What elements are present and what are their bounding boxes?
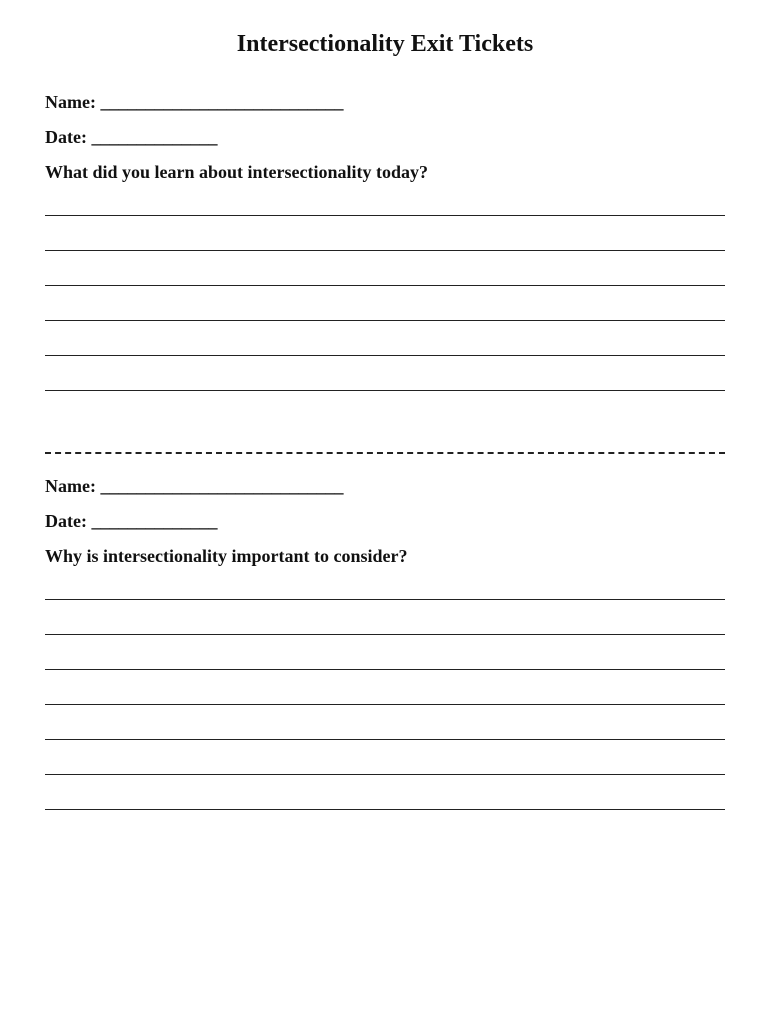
ticket-1-name-field[interactable]: Name: ___________________________ (45, 92, 344, 112)
page-title: Intersectionality Exit Tickets (236, 31, 534, 57)
ticket-2-answer-line[interactable] (45, 704, 725, 705)
ticket-2-answer-line[interactable] (45, 739, 725, 740)
ticket-1-answer-line[interactable] (45, 390, 725, 391)
ticket-1-answer-line[interactable] (45, 320, 725, 321)
cut-line-divider (45, 452, 725, 454)
ticket-2-answer-line[interactable] (45, 599, 725, 600)
ticket-2-question: Why is intersectionality important to consider? (45, 546, 408, 566)
ticket-1-answer-line[interactable] (45, 355, 725, 356)
ticket-1-question: What did you learn about intersectionality today? (45, 162, 429, 182)
ticket-1-answer-line[interactable] (45, 250, 725, 251)
ticket-1-date-field[interactable]: Date: ______________ (45, 127, 218, 147)
ticket-2-date-field[interactable]: Date: ______________ (45, 511, 218, 531)
ticket-2-answer-line[interactable] (45, 669, 725, 670)
ticket-2-answer-line[interactable] (45, 774, 725, 775)
ticket-2-name-field[interactable]: Name: ___________________________ (45, 476, 344, 496)
ticket-2-answer-line[interactable] (45, 809, 725, 810)
ticket-1-answer-line[interactable] (45, 285, 725, 286)
ticket-1-answer-line[interactable] (45, 215, 725, 216)
ticket-2-answer-line[interactable] (45, 634, 725, 635)
